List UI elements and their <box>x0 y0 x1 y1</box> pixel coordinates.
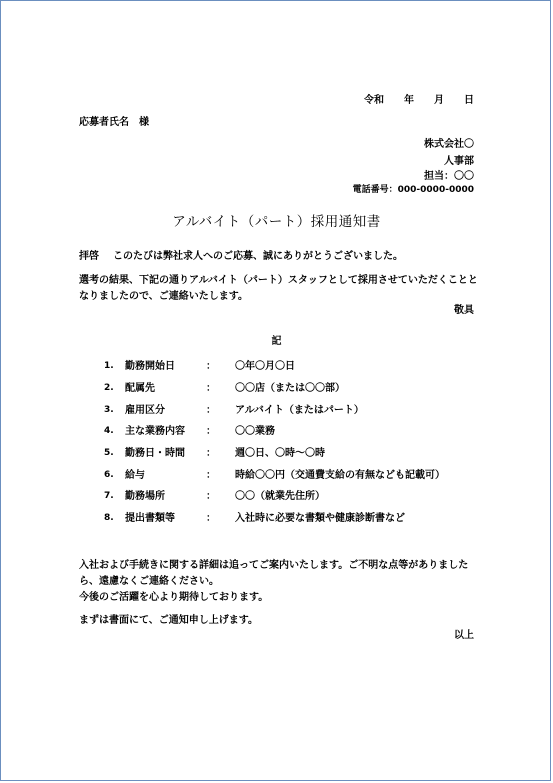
ki-heading: 記 <box>271 336 282 347</box>
contact-person: 担当：〇〇 <box>424 171 474 182</box>
item-colon: ： <box>206 426 216 437</box>
body-paragraph-1: 選考の結果、下記の通りアルバイト（パート）スタッフとして採用させていただくこととなりましたので、ご連絡いたします。 <box>79 275 478 302</box>
greeting-line <box>79 252 403 262</box>
item-colon: ： <box>206 513 216 524</box>
body-paragraph-2: 入社および手続きに関する詳細は追ってご案内いたします。ご不明な点等がありましたら、遠慮なくご連絡ください。 <box>79 560 469 587</box>
date-line: 令和 年 月 日 <box>364 95 474 106</box>
item-label: 給与 <box>125 470 145 481</box>
item-value: 入社時に必要な書類や健康診断書など <box>235 513 405 524</box>
item-colon: ： <box>206 491 216 502</box>
item-value: 週〇日、〇時～〇時 <box>235 448 325 459</box>
phone-number: 電話番号：000-0000-0000 <box>352 185 474 195</box>
item-value: 〇年〇月〇日 <box>235 361 295 372</box>
item-value: アルバイト（またはパート） <box>235 405 364 416</box>
item-number: 1. <box>104 361 114 371</box>
item-colon: ： <box>206 361 216 372</box>
item-number: 8. <box>104 513 114 523</box>
greeting-opening: 拝啓 <box>79 251 99 262</box>
item-value: 時給〇〇円（交通費支給の有無なども記載可） <box>235 470 445 481</box>
document-title: アルバイト（パート）採用通知書 <box>172 214 381 230</box>
item-value: 〇〇（就業先住所） <box>235 491 325 502</box>
item-number: 4. <box>104 426 114 436</box>
closing-ijou: 以上 <box>454 630 474 641</box>
item-number: 2. <box>104 383 114 393</box>
item-value: 〇〇業務 <box>235 426 275 437</box>
company-name: 株式会社〇 <box>424 139 474 150</box>
item-label: 提出書類等 <box>125 513 175 524</box>
item-number: 7. <box>104 491 114 501</box>
item-label: 雇用区分 <box>125 405 165 416</box>
item-number: 3. <box>104 405 114 415</box>
item-label: 配属先 <box>125 383 155 394</box>
item-label: 勤務開始日 <box>125 361 175 372</box>
department: 人事部 <box>444 156 474 167</box>
item-label: 勤務日・時間 <box>125 448 185 459</box>
item-colon: ： <box>206 448 216 459</box>
item-colon: ： <box>206 383 216 394</box>
greeting-text: このたびは弊社求人へのご応募、誠にありがとうございました。 <box>113 251 403 262</box>
item-colon: ： <box>206 470 216 481</box>
closing-keigu: 敬具 <box>454 305 474 316</box>
item-label: 主な業務内容 <box>125 426 185 437</box>
body-paragraph-4: まずは書面にて、ご通知申し上げます。 <box>79 615 258 626</box>
item-colon: ： <box>206 405 216 416</box>
item-number: 5. <box>104 448 114 458</box>
item-value: 〇〇店（または〇〇部） <box>235 383 345 394</box>
recipient-name: 応募者氏名 様 <box>79 117 149 128</box>
body-paragraph-3: 今後のご活躍を心より期待しております。 <box>79 592 269 603</box>
item-number: 6. <box>104 470 114 480</box>
item-label: 勤務場所 <box>125 491 165 502</box>
